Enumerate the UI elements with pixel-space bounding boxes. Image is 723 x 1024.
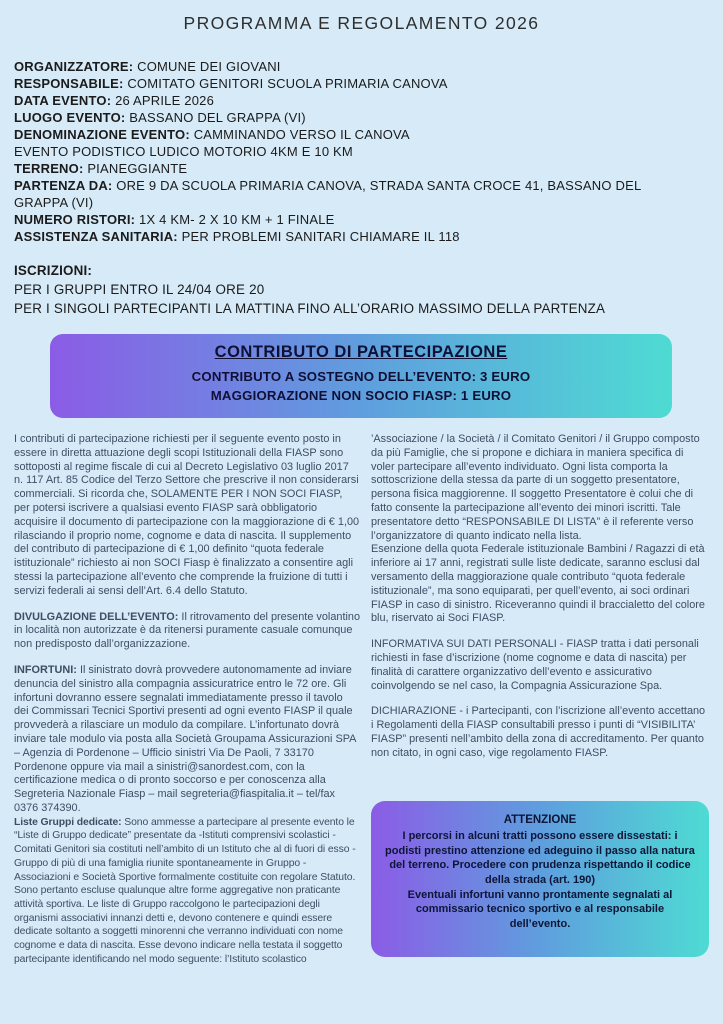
iscrizioni-line-singoli: PER I SINGOLI PARTECIPANTI LA MATTINA FINO ALL’ORARIO MASSIMO DELLA PARTENZA [14,301,606,316]
contributo-line-maggiorazione: MAGGIORAZIONE NON SOCIO FIASP: 1 EURO [210,388,512,403]
info-line-evento-podistico [14,143,709,160]
attenzione-box [371,801,709,958]
iscrizioni-heading: ISCRIZIONI: [14,263,93,278]
paragraph-divulgazione [14,611,360,652]
body-columns [14,433,709,966]
info-label: RESPONSABILE: [14,76,124,91]
contributo-title: CONTRIBUTO DI PARTECIPAZIONE [214,343,508,361]
paragraph-dichiarazione: DICHIARAZIONE - i Partecipanti, con l’iscrizione all’evento accettano i Regolamenti della FIASP consultabili presso i punti di “VISIBILITA’ FIASP” presenti nell’ambito della zona di accreditamento. Per quanto non citato, in ogni caso, vige regolamento FIASP. [371,705,706,759]
info-value: CAMMINANDO VERSO IL CANOVA [193,127,410,142]
event-info-block [14,58,709,245]
info-value: 1X 4 KM- 2 X 10 KM + 1 FINALE [139,212,335,227]
attenzione-text-infortuni: Eventuali infortuni vanno prontamente segnalati al commissario tecnico sportivo e al responsabile dell’evento. [407,888,673,930]
left-column [14,433,360,966]
info-label: TERRENO: [14,161,84,176]
iscrizioni-block [14,261,709,318]
info-value: 26 APRILE 2026 [115,93,215,108]
info-line-assistenza [14,228,709,245]
contributo-line-sostegno: CONTRIBUTO A SOSTEGNO DELL’EVENTO: 3 EURO [191,369,531,384]
info-value: GRAPPA (VI) [14,195,94,210]
paragraph-informativa: INFORMATIVA SUI DATI PERSONALI - FIASP tratta i dati personali richiesti in fase d’iscrizione (nome cognome e data di nascita) per finalità di carattere organizzativo dell’evento e assicurativo coinvolgendo se nel caso, la Compagnia Assicurazione Spa. [371,638,699,692]
info-value: COMUNE DEI GIOVANI [137,59,281,74]
info-value: ORE 9 DA SCUOLA PRIMARIA CANOVA, STRADA SANTA CROCE 41, BASSANO DEL [116,178,642,193]
section-text: Sono ammesse a partecipare al presente evento le “Liste di Gruppo dedicate” presentate da -Istituti comprensivi scolastici - Comitati Genitori sia costituti nell’ambito di un Istituto che al di fuori di esso -Gruppo di più di una famiglia riunite spontaneamente in Gruppo - Associazioni e Società Sportive formalmente costituite con regolare Statuto. Sono pertanto escluse qualunque altre forme aggregative non praticante attività sportiva. Le liste di Gruppo raccolgono le partecipazioni degli organismi associativi innanzi detti e, devono contenere e quindi essere dedicate soltanto a soggetti minorenni che verranno individuati con nome cognome e data di nascita. Esse devono indicare nella testata il soggetto partecipante identificando nel modo seguente: l’Istituto scolastico [14,816,356,965]
info-line-partenza-cont [14,194,709,211]
info-value: BASSANO DEL GRAPPA (VI) [129,110,306,125]
right-column [371,433,709,966]
info-label: DATA EVENTO: [14,93,112,108]
info-line-ristori [14,211,709,228]
info-line-terreno [14,160,709,177]
info-line-organizzatore [14,58,709,75]
section-text: Il ritrovamento del presente volantino in località non autorizzate è da ritenersi puramente casuale comunque non predisposto dall’organizzazione. [14,610,361,651]
paragraph-liste-gruppi [14,816,360,967]
info-label: LUOGO EVENTO: [14,110,126,125]
info-line-responsabile [14,75,709,92]
page-title: PROGRAMMA E REGOLAMENTO 2026 [183,13,540,33]
info-line-luogo-evento [14,109,709,126]
iscrizioni-line-gruppi: PER I GRUPPI ENTRO IL 24/04 ORE 20 [14,282,265,297]
attenzione-title: ATTENZIONE [503,813,577,826]
info-value: COMITATO GENITORI SCUOLA PRIMARIA CANOVA [127,76,448,91]
info-label: NUMERO RISTORI: [14,212,136,227]
info-label: ASSISTENZA SANITARIA: [14,229,178,244]
info-value: PIANEGGIANTE [87,161,188,176]
info-value: PER PROBLEMI SANITARI CHIAMARE IL 118 [181,229,460,244]
section-lead-divulgazione: DIVULGAZIONE DELL’EVENTO: [14,610,179,623]
info-label: DENOMINAZIONE EVENTO: [14,127,190,142]
contributo-box [50,334,672,418]
attenzione-text-percorsi: I percorsi in alcuni tratti possono essere dissestati: i podisti prestino attenzione ed adeguino il passo alla natura del terreno. Procedere con prudenza rispettando il codice della strada (art. 190) [385,830,695,886]
section-lead-infortuni: INFORTUNI: [14,663,77,676]
paragraph-contributi: I contributi di partecipazione richiesti per il seguente evento posto in essere in diretta attuazione degli scopi Istituzionali della FIASP sono sottoposti al regime fiscale di cui al Decreto Legislativo 03 luglio 2017 n. 117 Art. 85 Codice del Terzo Settore che prescrive il non considerarsi commerciali. Si ricorda che, SOLAMENTE PER I NON SOCI FIASP, per potersi iscrivere a qualsiasi evento FIASP sarà obbligatorio acquisire il documento di partecipazione con la maggiorazione di € 1,00 rilasciando il proprio nome, cognome e data di nascita. Il supplemento del contributo di partecipazione di € 1,00 definito “quota federale istituzionale” richiesto ai non SOCI Fiasp è finalizzato a consentire agli stessi la partecipazione all’evento che comprende la fruizione di tutti i servizi federali ai sensi dell’Art. 6.4 dello Statuto. [14,433,360,597]
info-line-partenza [14,177,709,194]
section-text: Il sinistrato dovrà provvedere autonomamente ad inviare denuncia del sinistro alla compagnia assicuratrice entro le 72 ore. Gli infortuni dovranno essere segnalati immediatamente presso il tavolo dei Commissari Tecnici Sportivi presenti ad ogni evento FIASP il quale provvederà a rilasciare un modulo da compilare. L’infortunato dovrà inviare tale modulo via posta alla Società Groupama Assicurazioni SPA – Agenzia di Pordenone – Ufficio sinistri Via De Paoli, 7 33170 Pordenone oppure via mail a sinistri@sanordest.com, con la certificazione medica o di pronto soccorso e per conoscenza alla Segreteria Nazionale Fiasp – mail segreteria@fiaspitalia.it – tel/fax 0376 374390. [14,663,356,814]
paragraph-infortuni [14,664,360,816]
section-lead-liste: Liste Gruppi dedicate: [14,816,122,828]
info-value: EVENTO PODISTICO LUDICO MOTORIO 4KM E 10 KM [14,144,353,159]
paragraph-esenzione: Esenzione della quota Federale istituzionale Bambini / Ragazzi di età inferiore ai 17 anni, registrati sulle liste dedicate, saranno esclusi dal versamento della maggiorazione quale contributo “quota federale istituzionale”, ma sono equiparati, per quell’evento, ai soci ordinari FIASP in caso di sinistro. Riceveranno quindi il braccialetto del colore blu, riservato ai Soci FIASP. [371,543,705,625]
info-line-denominazione [14,126,709,143]
info-label: ORGANIZZATORE: [14,59,134,74]
paragraph-associazione: ’Associazione / la Società / il Comitato Genitori / il Gruppo composto da più Famiglie, che si propone e dichiara in maniera specifica di voler partecipare all’evento individuato. Ogni lista comporta la sottoscrizione della stessa da parte di un soggetto presentatore, persona fisica maggiorenne. Il soggetto Presentatore è colui che di fatto consente la partecipazione all’evento dei minori iscritti. Tale presentatore detto “RESPONSABILE DI LISTA” è il referente verso l’organizzatore di quanto indicato nella lista. [371,433,700,542]
info-label: PARTENZA DA: [14,178,113,193]
info-line-data-evento [14,92,709,109]
